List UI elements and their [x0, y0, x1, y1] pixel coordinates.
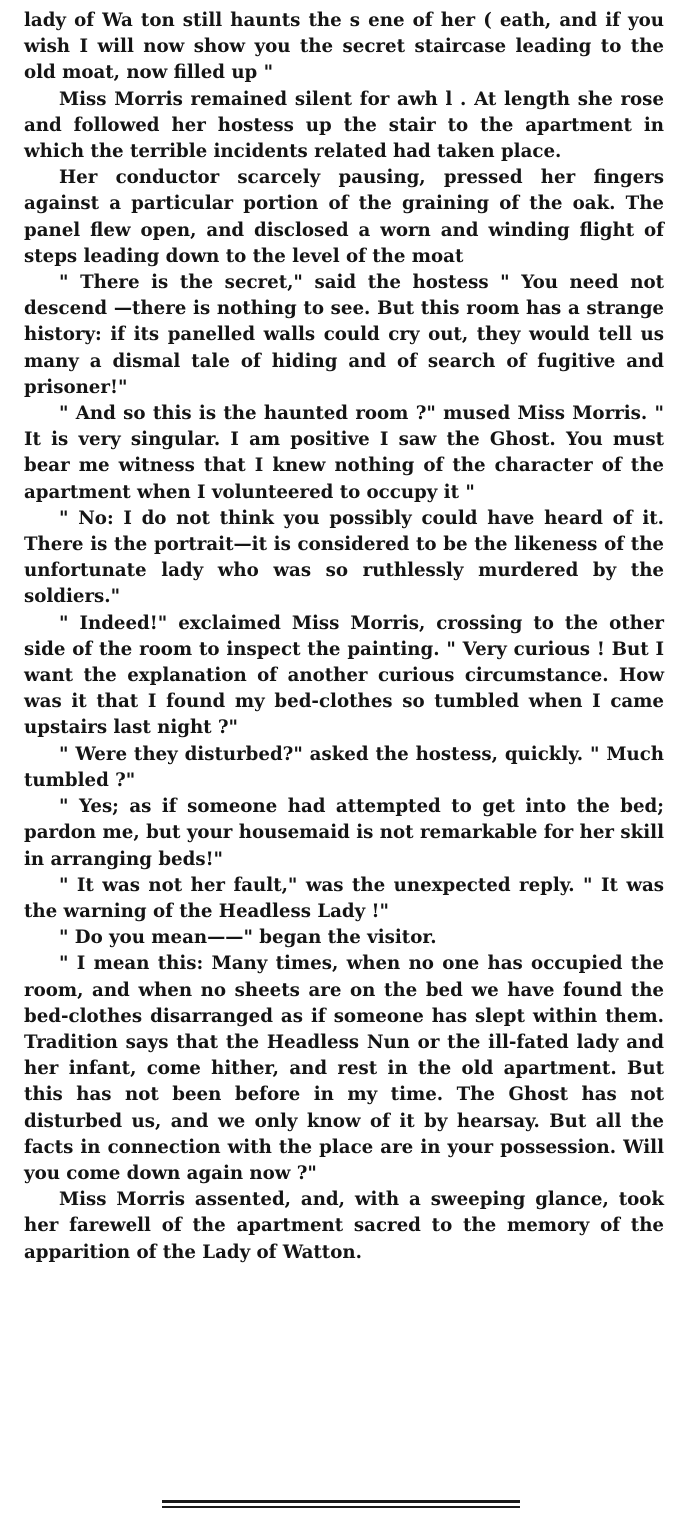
paragraph: " There is the secret," said the hostess " You need not descend —there is nothing to see. But this room has a strange history: if its panelled walls could cry out, they would tell us many a dismal tale of hiding and of search of fugitive and prisoner!" [24, 272, 664, 398]
paragraph-continuation: lady of Wa ton still haunts the s ene of her ( eath, and if you wish I will now show you the secret staircase leading to the old moat, now filled up " [24, 10, 664, 84]
paragraph: Miss Morris remained silent for awh l . At length she rose and followed her hostess up the stair to the apartment in which the terrible incidents related had taken place. [24, 88, 664, 163]
paragraph: " Yes; as if someone had attempted to get into the bed; pardon me, but your housemaid is not remarkable for her skill in arranging beds!" [24, 796, 664, 870]
paragraph: Miss Morris assented, and, with a sweeping glance, took her farewell of the apartment sacred to the memory of the apparition of the Lady of Watton. [24, 1189, 664, 1263]
paragraph: " Were they disturbed?" asked the hostess, quickly. " Much tumbled ?" [24, 743, 664, 791]
paragraph: " I mean this: Many times, when no one has occupied the room, and when no sheets are on the bed we have found the bed-clothes disarranged as if someone has slept within them. Tradition says that the Headless Nun or the ill-fated lady and her infant, come hither, and rest in the old apartment. But this has not been before in my time. The Ghost has not disturbed us, and we only know of it by hearsay. But all the facts in connection with the place are in your possession. Will you come down again now ?" [24, 953, 664, 1184]
paragraph: " It was not her fault," was the unexpected reply. " It was the warning of the Headless Lady !" [24, 874, 664, 922]
paragraph: " And so this is the haunted room ?" mused Miss Morris. " It is very singular. I am positive I saw the Ghost. You must bear me witness that I knew nothing of the character of the apartment when I volunteered to occupy it " [24, 403, 664, 503]
paragraph: " Do you mean——" began the visitor. [59, 927, 437, 949]
paragraph: Her conductor scarcely pausing, pressed her fingers against a particular portion of the graining of the oak. The panel flew open, and disclosed a worn and winding flight of steps leading down to the level of the moat [24, 167, 664, 267]
paragraph: " No: I do not think you possibly could have heard of it. There is the portrait—it is considered to be the likeness of the unfortunate lady who was so ruthlessly murdered by the soldiers." [24, 507, 664, 608]
article-column [24, 8, 664, 1266]
section-end-rule [162, 1500, 520, 1508]
paragraph: " Indeed!" exclaimed Miss Morris, crossing to the other side of the room to inspect the painting. " Very curious ! But I want the explanation of another curious circumstance. How was it that I found my bed-clothes so tumbled when I came upstairs last night ?" [24, 612, 664, 739]
